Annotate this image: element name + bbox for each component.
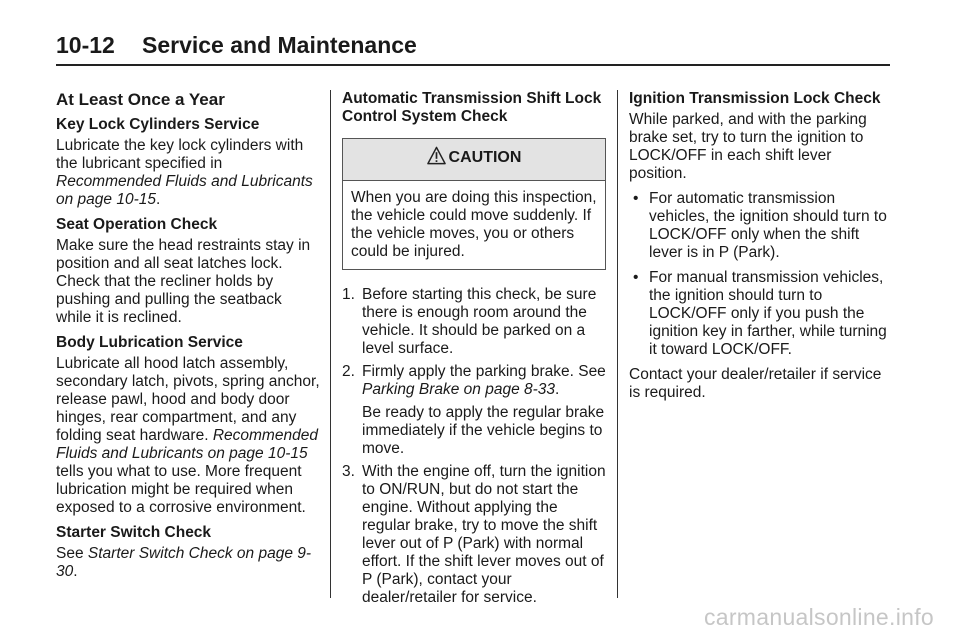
- step-number: 2.: [342, 363, 355, 380]
- seat-paragraph: Make sure the head restraints stay in position and all seat latches lock. Check that the recliner holds by pushing and pulling the seatback while it is reclined.: [56, 237, 311, 326]
- ignition-outro: Contact your dealer/retailer if service is required.: [629, 366, 882, 401]
- bullet-marker: •: [633, 269, 639, 286]
- key-lock-paragraph: [56, 137, 320, 209]
- seat-heading: Seat Operation Check: [56, 216, 218, 233]
- bullet-list: [629, 190, 893, 359]
- step-number: 3.: [342, 463, 355, 480]
- column-1: [56, 90, 320, 588]
- starter-paragraph: [56, 545, 320, 581]
- key-lock-end: .: [155, 191, 161, 208]
- step-text: Firmly apply the parking brake. See: [362, 363, 606, 380]
- ignition-lock-heading: Ignition Transmission Lock Check: [629, 90, 881, 107]
- body-lube-paragraph: [56, 355, 320, 517]
- list-item: [342, 286, 606, 358]
- bullet-marker: •: [633, 190, 639, 207]
- starter-text: See: [56, 545, 88, 562]
- column-2: [342, 90, 606, 612]
- caution-header: [343, 139, 605, 181]
- step-number: 1.: [342, 286, 355, 303]
- warning-triangle-icon: [427, 146, 446, 171]
- key-lock-reference-link[interactable]: Recommended Fluids and Lubricants on page 10-15: [56, 173, 313, 208]
- step-text: Before starting this check, be sure there is enough room around the vehicle. It should be parked on a level surface.: [362, 286, 597, 357]
- step-end: .: [555, 381, 560, 398]
- list-item: [629, 190, 893, 262]
- list-item: [342, 463, 606, 607]
- caution-box: [342, 138, 606, 270]
- step-sub-text: Be ready to apply the regular brake immediately if the vehicle begins to move.: [362, 404, 605, 457]
- bullet-text: For automatic transmission vehicles, the ignition should turn to LOCK/OFF only when the shift lever is in P (Park).: [649, 190, 887, 261]
- column-divider: [617, 90, 618, 598]
- list-item: [342, 363, 606, 458]
- key-lock-text: Lubricate the key lock cylinders with the lubricant specified in: [56, 137, 304, 172]
- starter-reference-link[interactable]: Starter Switch Check on page 9-30: [56, 545, 312, 580]
- step-text: With the engine off, turn the ignition to ON/RUN, but do not start the engine. Without applying the regular brake, try to move the shift lever out of P (Park) with normal effort. If the shift lever moves out of P (Park), contact your dealer/retailer for service.: [362, 463, 606, 606]
- shift-lock-heading: Automatic Transmission Shift Lock Control System Check: [342, 90, 602, 125]
- chapter-title: Service and Maintenance: [142, 32, 417, 58]
- body-lube-end: tells you what to use. More frequent lubrication might be required when exposed to a corrosive environment.: [56, 463, 306, 516]
- caution-text: When you are doing this inspection, the vehicle could move suddenly. If the vehicle moves, you or others could be injured.: [351, 189, 597, 260]
- page-number: 10-12: [56, 32, 115, 58]
- starter-heading: Starter Switch Check: [56, 524, 212, 541]
- key-lock-heading: Key Lock Cylinders Service: [56, 116, 260, 133]
- parking-brake-reference-link[interactable]: Parking Brake on page 8-33: [362, 381, 556, 398]
- list-item: [629, 269, 893, 359]
- steps-list: [342, 286, 606, 607]
- watermark: carmanualsonline.info: [703, 604, 934, 630]
- ignition-intro: While parked, and with the parking brake set, try to turn the ignition to LOCK/OFF in each shift lever position.: [629, 111, 867, 182]
- starter-end: .: [73, 563, 78, 580]
- page-header: [56, 30, 890, 66]
- column-divider: [330, 90, 331, 598]
- caution-title: CAUTION: [448, 149, 522, 166]
- section-title: At Least Once a Year: [56, 90, 225, 109]
- body-lube-reference-link[interactable]: Recommended Fluids and Lubricants on page 10-15: [56, 427, 318, 462]
- bullet-text: For manual transmission vehicles, the ignition should turn to LOCK/OFF only if you push the ignition key in farther, while turning it toward LOCK/OFF.: [649, 269, 887, 358]
- column-3: [629, 90, 893, 409]
- body-lube-heading: Body Lubrication Service: [56, 334, 243, 351]
- body-lube-text: Lubricate all hood latch assembly, secondary latch, pivots, spring anchor, release pawl, hood and body door hinges, rear compartment, and any folding seat hardware.: [56, 355, 320, 444]
